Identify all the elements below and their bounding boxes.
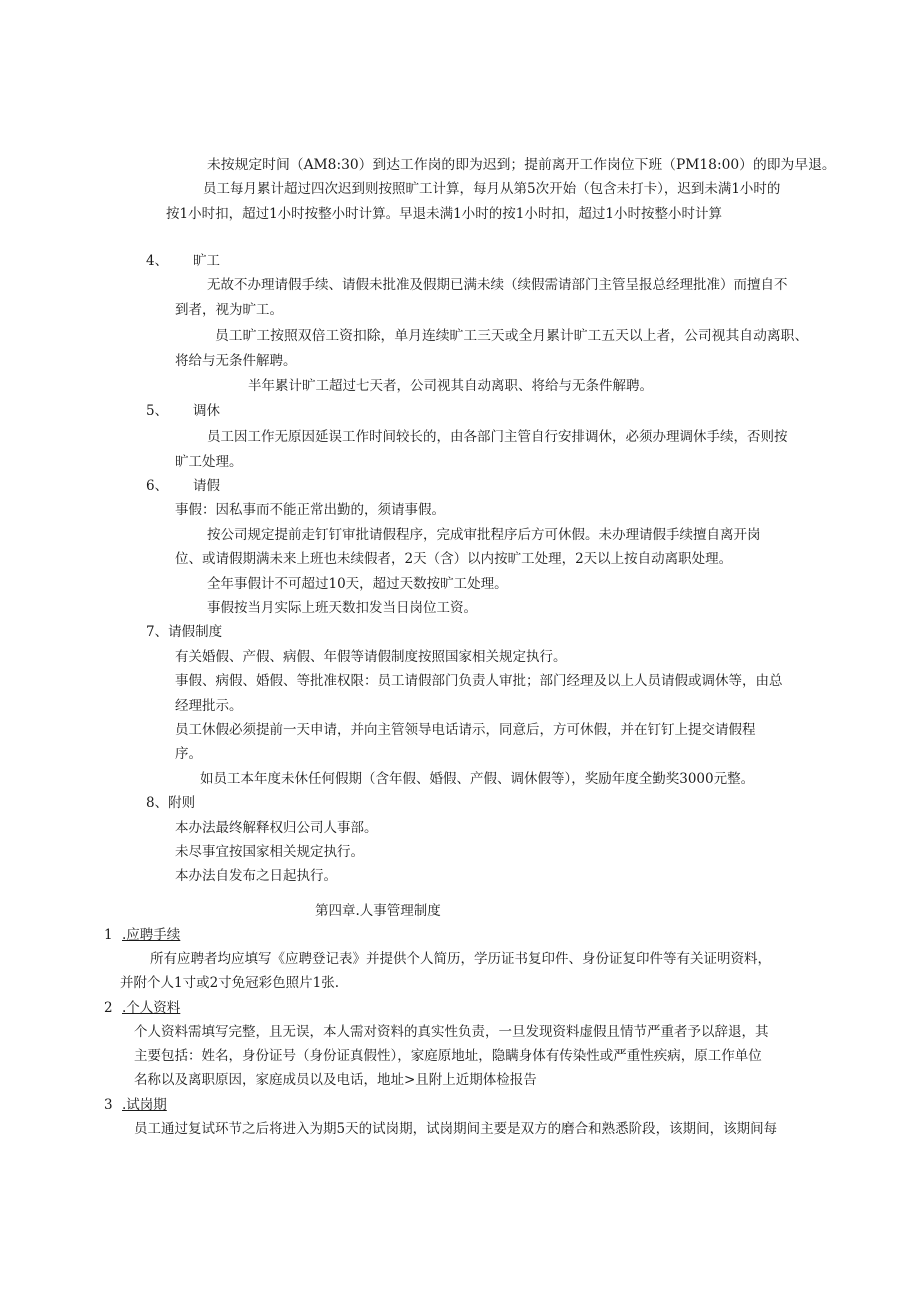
bylaw-effective-text: 本办法自发布之日起执行。: [175, 868, 337, 884]
personal-info-text-cont-1: 主要包括：姓名，身份证号（身份证真假性），家庭原地址，隐瞒身体有传染性或严重性疾病，原工作单位: [134, 1048, 762, 1064]
chapter-4-title: 第四章.人事管理制度: [315, 903, 441, 919]
bylaw-other-matters-text: 未尽事宜按国家相关规定执行。: [175, 844, 364, 860]
section-6-title: 请假: [193, 478, 220, 494]
section-4-number: 4、: [146, 253, 169, 269]
leave-procedure-text-cont: 位、或请假期满未来上班也未续假者，2天（含）以内按旷工处理，2天以上按自动离职处理。: [175, 551, 733, 567]
late-penalty-text-cont: 按1小时扣，超过1小时按整小时计算。早退未满1小时的按1小时扣，超过1小时按整小时计算: [166, 206, 722, 222]
absence-definition-text: 无故不办理请假手续、请假未批准及假期已满未续（续假需请部门主管呈报总经理批准）而擅自不: [207, 277, 788, 293]
compensatory-leave-text-cont: 旷工处理。: [175, 454, 243, 470]
leave-types-text: 有关婚假、产假、病假、年假等请假制度按照国家相关规定执行。: [175, 649, 567, 665]
section-7-heading: 7、请假制度: [146, 624, 223, 640]
personal-info-text-cont-2: 名称以及离职原因，家庭成员以及电话，地址>且附上近期体检报告: [134, 1072, 537, 1088]
leave-application-text-cont: 序。: [175, 746, 202, 762]
section-5-title: 调休: [193, 403, 220, 419]
item-2-title: .个人资料: [122, 1000, 181, 1016]
personal-leave-definition: 事假：因私事而不能正常出勤的，须请事假。: [175, 502, 445, 518]
late-definition-text: 未按规定时间（AM8:30）到达工作岗的即为迟到；提前离开工作岗位下班（PM18:00）的即为早退。: [207, 157, 836, 173]
item-1-number: 1: [104, 927, 113, 943]
probation-text: 员工通过复试环节之后将进入为期5天的试岗期，试岗期间主要是双方的磨合和熟悉阶段，该期间，该期间每: [134, 1121, 778, 1137]
personal-info-text: 个人资料需填写完整，且无误，本人需对资料的真实性负责，一旦发现资料虚假且情节严重者予以辞退，其: [134, 1024, 769, 1040]
leave-procedure-text: 按公司规定提前走钉钉审批请假程序，完成审批程序后方可休假。未办理请假手续擅自离开岗: [207, 527, 761, 543]
item-3-title: .试岗期: [122, 1097, 167, 1113]
leave-deduction-text: 事假按当月实际上班天数扣发当日岗位工资。: [207, 600, 477, 616]
leave-application-text: 员工休假必须提前一天申请，并向主管领导电话请示，同意后，方可休假，并在钉钉上提交请假程: [175, 722, 756, 738]
leave-limit-text: 全年事假计不可超过10天，超过天数按旷工处理。: [207, 576, 508, 592]
absence-penalty-text-cont: 将给与无条件解聘。: [175, 353, 297, 369]
item-2-number: 2: [104, 1000, 113, 1016]
compensatory-leave-text: 员工因工作无原因延误工作时间较长的，由各部门主管自行安排调休，必须办理调休手续，否则按: [207, 429, 788, 445]
approval-authority-text: 事假、病假、婚假、等批准权限：员工请假部门负责人审批；部门经理及以上人员请假或调休等，由总: [175, 673, 783, 689]
approval-authority-text-cont: 经理批示。: [175, 698, 243, 714]
late-penalty-text: 员工每月累计超过四次迟到则按照旷工计算，每月从第5次开始（包含未打卡），迟到未满1小时的: [203, 181, 781, 197]
application-procedure-text-cont: 并附个人1寸或2寸免冠彩色照片1张.: [120, 975, 340, 991]
absence-penalty-text: 员工旷工按照双倍工资扣除，单月连续旷工三天或全月累计旷工五天以上者，公司视其自动离职、: [215, 328, 809, 344]
section-6-number: 6、: [146, 478, 169, 494]
absence-definition-text-cont: 到者，视为旷工。: [175, 302, 283, 318]
item-1-title: .应聘手续: [122, 927, 181, 943]
item-3-number: 3: [104, 1097, 113, 1113]
section-5-number: 5、: [146, 403, 169, 419]
section-4-title: 旷工: [193, 253, 220, 269]
absence-halfyear-text: 半年累计旷工超过七天者，公司视其自动离职、将给与无条件解聘。: [248, 378, 653, 394]
bylaw-interpretation-text: 本办法最终解释权归公司人事部。: [175, 820, 378, 836]
section-8-heading: 8、附则: [146, 795, 196, 811]
application-procedure-text: 所有应聘者均应填写《应聘登记表》并提供个人简历，学历证书复印件、身份证复印件等有关证明资料，: [150, 951, 771, 967]
attendance-bonus-text: 如员工本年度未休任何假期（含年假、婚假、产假、调休假等），奖励年度全勤奖3000元整。: [200, 771, 755, 787]
